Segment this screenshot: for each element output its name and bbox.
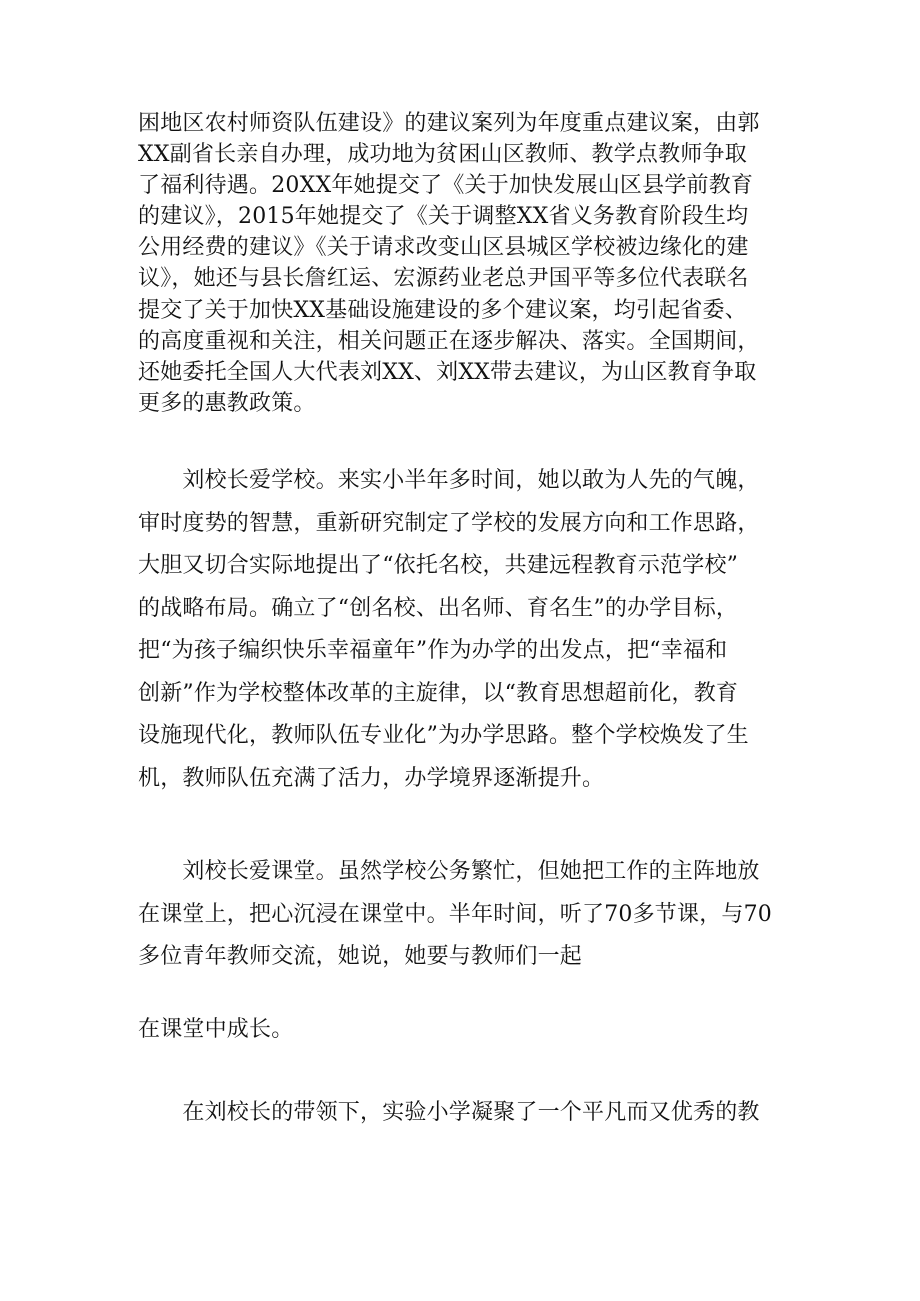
text-line: 困地区农村师资队伍建设》的建议案列为年度重点建议案，由郭	[138, 111, 760, 136]
text-line: 还她委托全国人大代表刘XX、刘XX带去建议，为山区教育争取	[138, 359, 757, 385]
text-line: 大胆又切合实际地提出了“依托名校，共建远程教育示范学校”	[138, 553, 739, 578]
paragraph-loves-classroom	[138, 851, 788, 979]
paragraph-loves-school	[138, 460, 788, 800]
paragraph-grow-in-classroom	[138, 1009, 788, 1052]
text-line: 多位青年教师交流，她说，她要与教师们一起	[138, 944, 583, 969]
text-line: XX副省长亲自办理，成功地为贫困山区教师、教学点教师争取	[138, 142, 747, 168]
text-line: 把“为孩子编织快乐幸福童年”作为办学的出发点，把“幸福和	[138, 638, 728, 663]
text-line: 了福利待遇。20XX年她提交了《关于加快发展山区县学前教育	[138, 173, 754, 199]
text-line: 在刘校长的带领下，实验小学凝聚了一个平凡而又优秀的教	[138, 1100, 760, 1125]
paragraph-proposals	[138, 108, 788, 419]
text-line: 的建议》，2015年她提交了《关于调整XX省义务教育阶段生均	[138, 204, 749, 230]
text-line: 的高度重视和关注，相关问题正在逐步解决、落实。全国期间，	[138, 328, 760, 354]
paragraph-leadership	[138, 1092, 788, 1135]
text-line: 提交了关于加快XX基础设施建设的多个建议案，均引起省委、	[138, 297, 747, 323]
text-line: 的战略布局。确立了“创名校、出名师、育名生”的办学目标，	[138, 595, 739, 621]
text-line: 议》，她还与县长詹红运、宏源药业老总尹国平等多位代表联名	[138, 266, 749, 292]
text-line: 创新”作为学校整体改革的主旋律，以“教育思想超前化，教育	[138, 680, 739, 706]
text-line: 更多的惠教政策。	[138, 390, 316, 416]
text-line: 设施现代化，教师队伍专业化”为办学思路。整个学校焕发了生	[138, 723, 749, 748]
text-line: 在课堂上，把心沉浸在课堂中。半年时间，听了70多节课，与70	[138, 901, 772, 927]
text-line: 刘校长爱学校。来实小半年多时间，她以敢为人先的气魄，	[138, 468, 760, 493]
text-line: 刘校长爱课堂。虽然学校公务繁忙，但她把工作的主阵地放	[138, 859, 760, 884]
text-line: 在课堂中成长。	[138, 1017, 294, 1042]
text-line: 机，教师队伍充满了活力，办学境界逐渐提升。	[138, 765, 605, 791]
text-line: 公用经费的建议》《关于请求改变山区县城区学校被边缘化的建	[138, 235, 749, 261]
text-line: 审时度势的智慧，重新研究制定了学校的发展方向和工作思路，	[138, 510, 760, 536]
